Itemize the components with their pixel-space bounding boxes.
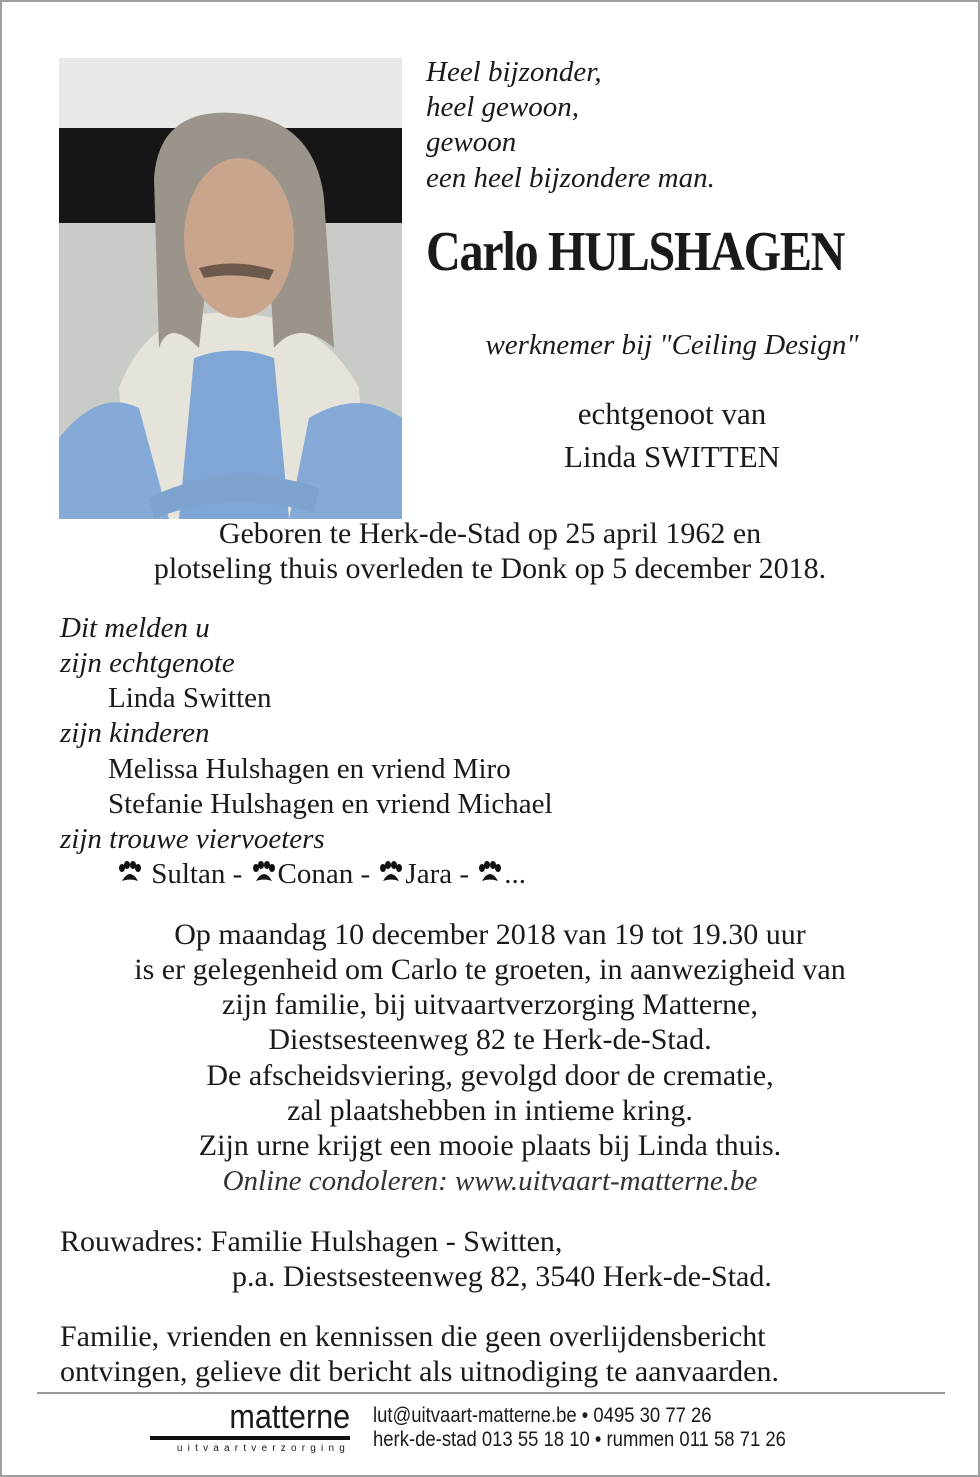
ceremony-line: zal plaatshebben in intieme kring. — [287, 1094, 693, 1127]
paw-icon — [116, 861, 144, 885]
paw-icon — [476, 861, 504, 885]
contact-line: lut@uitvaart-matterne.be • 0495 30 77 26 — [373, 1404, 712, 1427]
closing-line: Familie, vrienden en kennissen die geen overlijdensbericht — [60, 1320, 766, 1353]
closing-line: ontvingen, gelieve dit bericht als uitnodiging te aanvaarden. — [60, 1355, 779, 1388]
deceased-name: Carlo HULSHAGEN — [426, 221, 845, 283]
ceremony-line: Op maandag 10 december 2018 van 19 tot 19.30 uur — [174, 918, 806, 951]
logo-subtitle: uitvaartverzorging — [176, 1443, 350, 1454]
pets-list — [116, 857, 526, 891]
contact-line: herk-de-stad 013 55 18 10 • rummen 011 58 71 26 — [373, 1428, 786, 1451]
poem-line: Heel bijzonder, — [426, 56, 602, 88]
logo-wordmark: matterne — [229, 1398, 350, 1436]
online-condolence-link[interactable]: Online condoleren: www.uitvaart-matterne.be — [222, 1165, 758, 1197]
occupation: werknemer bij "Ceiling Design" — [485, 329, 859, 361]
announcement-intro: Dit melden u — [60, 612, 210, 644]
pet-name: Jara - — [405, 858, 469, 890]
address-line: Rouwadres: Familie Hulshagen - Switten, — [60, 1225, 563, 1258]
paw-icon — [250, 861, 278, 885]
logo-bar — [150, 1436, 350, 1440]
ceremony-line: Zijn urne krijgt een mooie plaats bij Linda thuis. — [198, 1129, 782, 1162]
children-label: zijn kinderen — [60, 717, 210, 749]
child-name: Melissa Hulshagen en vriend Miro — [108, 753, 511, 785]
address-line: p.a. Diestsesteenweg 82, 3540 Herk-de-Stad. — [232, 1260, 772, 1293]
wife-name: Linda Switten — [108, 682, 272, 714]
child-name: Stefanie Hulshagen en vriend Michael — [108, 788, 553, 820]
death-line: plotseling thuis overleden te Donk op 5 december 2018. — [153, 552, 827, 585]
poem-line: heel gewoon, — [426, 91, 580, 123]
poem-line: een heel bijzondere man. — [426, 162, 715, 194]
ceremony-line: De afscheidsviering, gevolgd door de crematie, — [206, 1059, 774, 1092]
pet-name: Conan - — [277, 858, 371, 890]
wife-label: zijn echtgenote — [60, 647, 235, 679]
spouse-name: Linda SWITTEN — [563, 439, 781, 474]
ceremony-line: Diestsesteenweg 82 te Herk-de-Stad. — [268, 1023, 712, 1056]
birth-line: Geboren te Herk-de-Stad op 25 april 1962 en — [218, 517, 762, 550]
ceremony-line: zijn familie, bij uitvaartverzorging Matterne, — [222, 988, 758, 1021]
paw-icon — [377, 861, 405, 885]
spouse-intro: echtgenoot van — [577, 396, 767, 431]
poem-line: gewoon — [426, 126, 517, 158]
portrait-photo — [59, 58, 402, 519]
pet-name: ... — [504, 858, 526, 890]
pets-label: zijn trouwe viervoeters — [60, 823, 325, 855]
pet-name: Sultan - — [151, 858, 243, 890]
footer-divider — [37, 1392, 945, 1394]
ceremony-line: is er gelegenheid om Carlo te groeten, in aanwezigheid van — [134, 953, 846, 986]
